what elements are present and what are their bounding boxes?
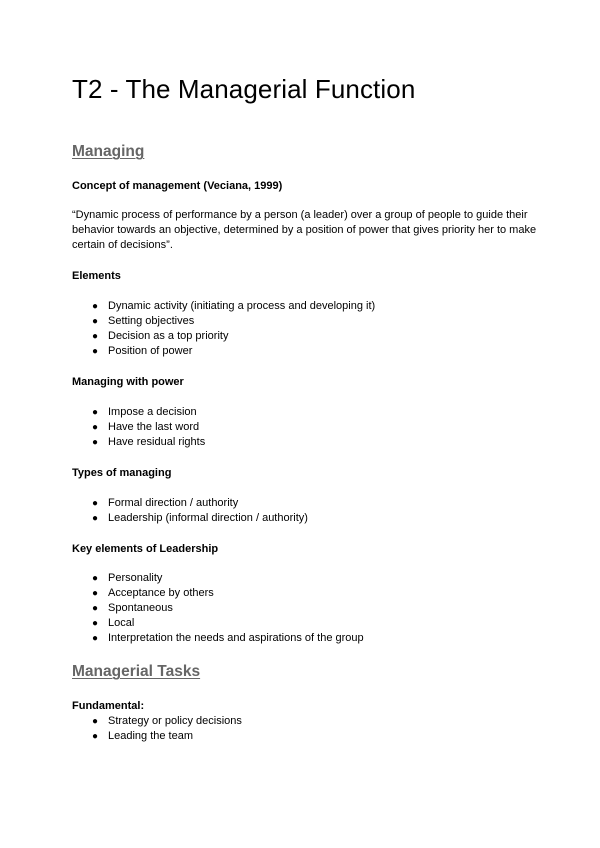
section-heading-managerial-tasks: Managerial Tasks <box>72 663 201 680</box>
list-item: ● Strategy or policy decisions <box>92 715 242 727</box>
list-item: ● Interpretation the needs and aspirations of the group <box>92 632 364 644</box>
list-item: ● Acceptance by others <box>92 587 214 599</box>
leadership-list <box>72 571 364 646</box>
bullet-icon: ● <box>92 316 99 327</box>
bullet-icon: ● <box>92 301 99 312</box>
bullet-icon: ● <box>92 422 99 433</box>
section-heading-managing: Managing <box>72 143 145 160</box>
bullet-icon: ● <box>92 331 99 342</box>
bullet-icon: ● <box>92 716 99 727</box>
bullet-icon: ● <box>92 346 99 357</box>
bullet-icon: ● <box>92 633 99 644</box>
subheading-elements: Elements <box>72 270 121 282</box>
bullet-icon: ● <box>92 603 99 614</box>
list-item: ● Leading the team <box>92 730 194 742</box>
bullet-icon: ● <box>92 498 99 509</box>
concept-quote: “Dynamic process of performance by a person (a leader) over a group of people to guide their behavior towards an objective, determined by a position of power that gives priority her to make certain of decisions”. <box>72 209 537 251</box>
bullet-icon: ● <box>92 513 99 524</box>
bullet-icon: ● <box>92 573 99 584</box>
list-item: ● Personality <box>92 572 163 584</box>
subheading-fundamental: Fundamental: <box>72 700 145 712</box>
power-list <box>72 405 205 450</box>
types-list <box>72 496 308 526</box>
subheading-key-elements-leadership: Key elements of Leadership <box>72 543 219 555</box>
subheading-types-of-managing: Types of managing <box>72 467 172 479</box>
list-item: ● Formal direction / authority <box>92 497 239 509</box>
list-item: ● Have residual rights <box>92 436 206 448</box>
list-item: ● Dynamic activity (initiating a process and developing it) <box>92 300 376 312</box>
list-item: ● Position of power <box>92 345 193 357</box>
bullet-icon: ● <box>92 731 99 742</box>
elements-list <box>72 299 375 359</box>
fundamental-list <box>72 714 242 744</box>
list-item: ● Local <box>92 617 135 629</box>
subheading-concept: Concept of management (Veciana, 1999) <box>72 180 283 192</box>
list-item: ● Have the last word <box>92 421 200 433</box>
list-item: ● Leadership (informal direction / authority) <box>92 512 308 524</box>
list-item: ● Impose a decision <box>92 406 197 418</box>
list-item: ● Setting objectives <box>92 315 195 327</box>
subheading-managing-with-power: Managing with power <box>72 376 184 388</box>
bullet-icon: ● <box>92 618 99 629</box>
bullet-icon: ● <box>92 437 99 448</box>
list-item: ● Spontaneous <box>92 602 173 614</box>
document-title: T2 - The Managerial Function <box>72 74 416 104</box>
bullet-icon: ● <box>92 407 99 418</box>
bullet-icon: ● <box>92 588 99 599</box>
list-item: ● Decision as a top priority <box>92 330 229 342</box>
